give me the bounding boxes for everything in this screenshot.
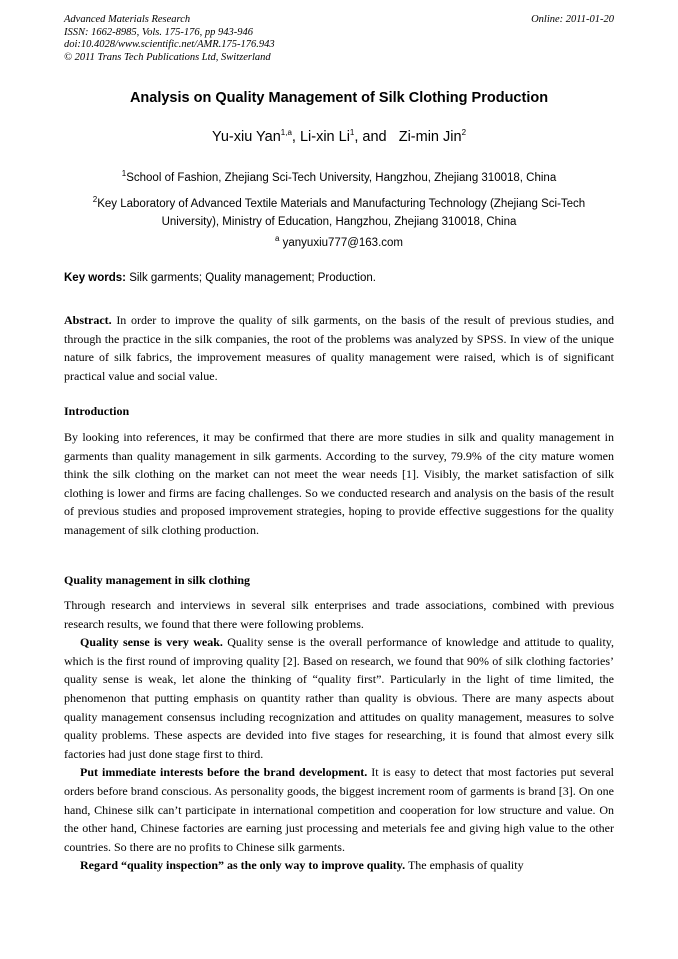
author-separator: , and (354, 128, 399, 145)
keywords-text: Silk garments; Quality management; Production. (129, 272, 376, 284)
affiliation-sup: 1 (121, 169, 127, 178)
introduction-text: By looking into references, it may be confirmed that there are more studies in silk and quality management in garments than quality management in silk garments. According to the survey, 79.9% of the city mature women think the silk clothing on the market can not meet the wear needs [1]. Visibly, the market satisfaction of silk clothing is lower and firms are facing challenges. So we conducted research and analysis on the basis of the result of previous studies and proposed improvement strategies, hoping to provide effective suggestions for the quality management of silk clothing production. (64, 430, 614, 537)
abstract-text: In order to improve the quality of silk garments, on the basis of the result of previous studies, and through the practice in the silk companies, the root of the problems was analyzed by SPSS. In view of the unique nature of silk fabrics, the improvement measures of quality management were raised, which is of significant practical value and social value. (64, 313, 615, 383)
author-name: Yu-xiu Yan (211, 128, 281, 145)
author-list (0, 128, 678, 145)
keywords (64, 272, 614, 284)
quality-management-section (64, 596, 614, 875)
point-lead: Quality sense is very weak. (80, 635, 223, 650)
affiliation-1 (64, 165, 614, 187)
paper-title: Analysis on Quality Management of Silk Clothing Production (129, 90, 549, 106)
quality-intro-text: Through research and interviews in several silk enterprises and trade associations, combined with previous research results, we found that there were following problems. (64, 598, 614, 631)
email-address: yanyuxiu777@163.com (282, 236, 403, 249)
point-text: The emphasis of quality (407, 858, 524, 873)
abstract (64, 311, 614, 385)
section-heading-quality-management: Quality management in silk clothing (64, 573, 251, 587)
online-date: Online: 2011-01-20 (531, 14, 614, 25)
email-sup: a (274, 234, 280, 243)
keywords-label: Key words: (64, 272, 126, 284)
section-heading-introduction: Introduction (64, 404, 130, 418)
quality-point-2 (64, 763, 614, 856)
issn-line: ISSN: 1662-8985, Vols. 175-176, pp 943-946 (64, 26, 253, 38)
affiliation-text: School of Fashion, Zhejiang Sci-Tech University, Hangzhou, Zhejiang 310018, China (126, 171, 557, 184)
introduction-paragraph (64, 428, 614, 540)
quality-point-3 (64, 856, 614, 875)
author-sup: 1 (349, 128, 355, 137)
author-email (0, 234, 678, 249)
point-text: It is easy to detect that most factories put several orders before brand conscious. As personality goods, the biggest increment room of garments is brand [3]. On one hand, Chinese silk can’t participate in international competition and cooperation for low structure and value. On the other hand, Chinese factories are earning just processing and meterials fee and giving high value to the other countries. So there are no profits to Chinese silk garments. (64, 765, 615, 854)
journal-name: Advanced Materials Research (64, 14, 191, 25)
affiliation-text: Key Laboratory of Advanced Textile Materials and Manufacturing Technology (Zhejiang Sci-Tech University), Ministry of Education, Hangzhou, Zhejiang 310018, China (97, 197, 586, 228)
page-header (64, 14, 614, 64)
author-separator: , (291, 128, 300, 145)
doi-line: doi:10.4028/www.scientific.net/AMR.175-176.943 (64, 39, 275, 50)
author-name: Li-xin Li (299, 128, 350, 145)
author-sup: 1,a (280, 128, 292, 137)
copyright-line: © 2011 Trans Tech Publications Ltd, Switzerland (64, 51, 271, 63)
point-lead: Regard “quality inspection” as the only way to improve quality. (80, 858, 406, 873)
abstract-label: Abstract. (64, 313, 112, 327)
author-name: Zi-min Jin (398, 128, 462, 145)
point-lead: Put immediate interests before the brand development. (80, 765, 368, 780)
affiliation-sup: 2 (92, 195, 98, 204)
quality-point-1 (64, 633, 614, 763)
point-text: Quality sense is the overall performance of knowledge and attitude to quality, which is the first round of improving quality [2]. Based on research, we found that 90% of silk clothing factories’ quality sense is weak, let alone the thinking of “quality first”. Particularly in the light of time limited, the phenomenon that putting emphasis on quantity rather than quality is obvious. There are many aspects about quality management consensus including recognization and attitudes on quality management, measures to solve quality problems. These aspects are devided into five stages for researching, it is found that almost every silk factories had just done stage first to third. (64, 635, 614, 761)
affiliation-2 (64, 191, 614, 231)
author-sup: 2 (461, 128, 467, 137)
